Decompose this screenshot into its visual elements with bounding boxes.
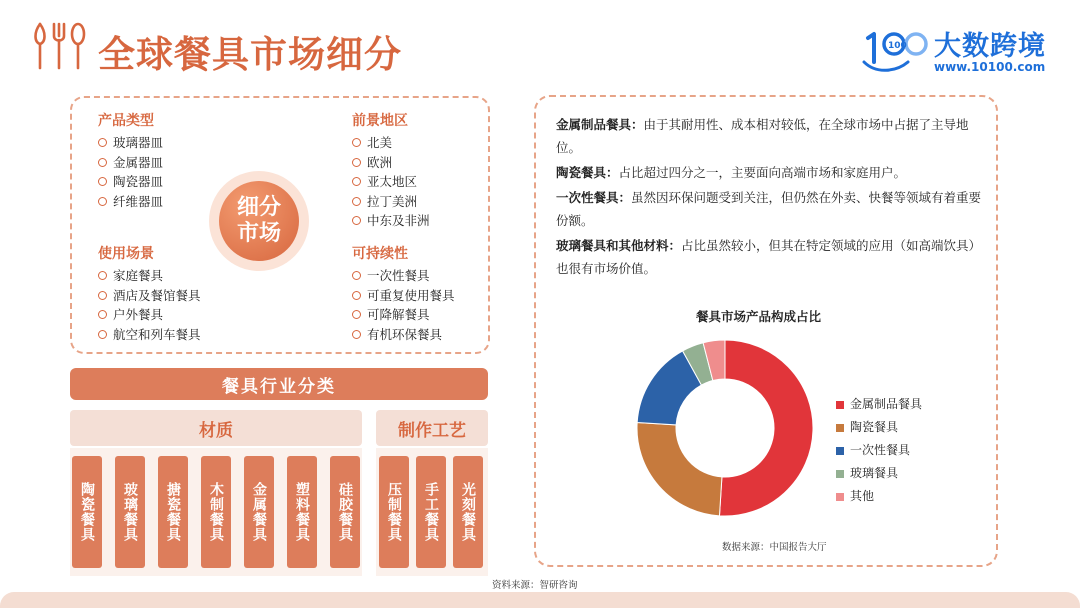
legend-item [836, 485, 922, 508]
center-label-line: 市场 [236, 221, 281, 246]
material-header: 材质 [70, 410, 362, 446]
logo-name: 大数跨境 [934, 31, 1046, 62]
list-item: 纤维器皿 [98, 192, 163, 212]
ring-bullet-icon [98, 271, 107, 280]
craft-header: 制作工艺 [376, 410, 488, 446]
ring-bullet-icon [98, 197, 107, 206]
ring-bullet-icon [98, 310, 107, 319]
list-item: 有机环保餐具 [352, 325, 455, 345]
craft-item: 光刻餐具 [453, 456, 483, 568]
donut-slice [719, 340, 813, 516]
segment-group-product-type [98, 110, 163, 211]
segment-group-title: 产品类型 [98, 113, 154, 129]
ring-bullet-icon [98, 330, 107, 339]
list-item: 可重复使用餐具 [352, 286, 455, 306]
material-item: 金属餐具 [244, 456, 274, 568]
industry-classification-title: 餐具行业分类 [70, 368, 488, 400]
craft-item: 压制餐具 [379, 456, 409, 568]
list-item: 北美 [352, 133, 430, 153]
legend-label: 金属制品餐具 [850, 397, 923, 411]
chart-source: 数据来源：中国报告大厅 [722, 542, 827, 553]
logo-url: www.10100.com [934, 60, 1046, 74]
market-segmentation-panel [70, 96, 490, 354]
donut-slice [637, 422, 722, 515]
list-item: 中东及非洲 [352, 211, 430, 231]
list-item: 欧洲 [352, 153, 430, 173]
list-item: 亚太地区 [352, 172, 430, 192]
footer-source: 资料来源：智研咨询 [492, 580, 578, 591]
legend-item [836, 439, 922, 462]
bottom-band [0, 592, 1080, 608]
ring-bullet-icon [352, 310, 361, 319]
ring-bullet-icon [352, 330, 361, 339]
ring-bullet-icon [352, 177, 361, 186]
legend-item [836, 393, 922, 416]
list-item: 酒店及餐馆餐具 [98, 286, 201, 306]
material-item: 搪瓷餐具 [158, 456, 188, 568]
list-item: 航空和列车餐具 [98, 325, 201, 345]
legend-swatch [836, 470, 844, 478]
segment-group-title: 可持续性 [352, 246, 408, 262]
segment-group-usage [98, 243, 201, 344]
page-title: 全球餐具市场细分 [98, 33, 402, 76]
segment-group-sustainability [352, 243, 455, 344]
ring-bullet-icon [352, 138, 361, 147]
material-item: 硅胶餐具 [330, 456, 360, 568]
cutlery-icon [30, 20, 88, 72]
list-item: 陶瓷器皿 [98, 172, 163, 192]
center-label-line: 细分 [236, 195, 281, 220]
material-item: 塑料餐具 [287, 456, 317, 568]
legend-item [836, 462, 922, 485]
material-item: 玻璃餐具 [115, 456, 145, 568]
logo-mark-icon [860, 28, 932, 72]
chart-legend [836, 393, 922, 508]
legend-label: 玻璃餐具 [850, 466, 899, 480]
legend-label: 一次性餐具 [850, 443, 911, 457]
logo-mark-text: 100 [888, 41, 907, 51]
legend-label: 其他 [850, 489, 875, 503]
ring-bullet-icon [352, 197, 361, 206]
segment-center-badge [209, 171, 309, 271]
ring-bullet-icon [352, 216, 361, 225]
list-item: 家庭餐具 [98, 266, 201, 286]
ring-bullet-icon [98, 291, 107, 300]
market-description-panel [534, 95, 998, 567]
segment-group-title: 使用场景 [98, 246, 154, 262]
description-glass-other: 玻璃餐具和其他材料：占比虽然较小，但其在特定领域的应用（如高端饮具）也很有市场价值。 [556, 238, 982, 276]
legend-swatch [836, 447, 844, 455]
list-item: 户外餐具 [98, 305, 201, 325]
material-item: 木制餐具 [201, 456, 231, 568]
list-item: 可降解餐具 [352, 305, 455, 325]
list-item: 拉丁美洲 [352, 192, 430, 212]
legend-swatch [836, 424, 844, 432]
brand-logo[interactable] [860, 24, 1060, 78]
description-disposable: 一次性餐具：虽然因环保问题受到关注，但仍然在外卖、快餐等领域有着重要份额。 [556, 190, 982, 228]
legend-item [836, 416, 922, 439]
ring-bullet-icon [98, 138, 107, 147]
ring-bullet-icon [352, 291, 361, 300]
segment-group-title: 前景地区 [352, 113, 408, 129]
description-ceramic: 陶瓷餐具：占比超过四分之一，主要面向高端市场和家庭用户。 [556, 165, 907, 180]
chart-title: 餐具市场产品构成占比 [696, 309, 822, 324]
material-item: 陶瓷餐具 [72, 456, 102, 568]
list-item: 玻璃器皿 [98, 133, 163, 153]
ring-bullet-icon [98, 158, 107, 167]
legend-swatch [836, 401, 844, 409]
legend-label: 陶瓷餐具 [850, 420, 899, 434]
craft-item: 手工餐具 [416, 456, 446, 568]
description-metal: 金属制品餐具：由于其耐用性、成本相对较低，在全球市场中占据了主导地位。 [556, 117, 969, 155]
ring-bullet-icon [352, 271, 361, 280]
ring-bullet-icon [98, 177, 107, 186]
list-item: 金属器皿 [98, 153, 163, 173]
segment-group-region [352, 110, 430, 231]
legend-swatch [836, 493, 844, 501]
ring-bullet-icon [352, 158, 361, 167]
list-item: 一次性餐具 [352, 266, 455, 286]
